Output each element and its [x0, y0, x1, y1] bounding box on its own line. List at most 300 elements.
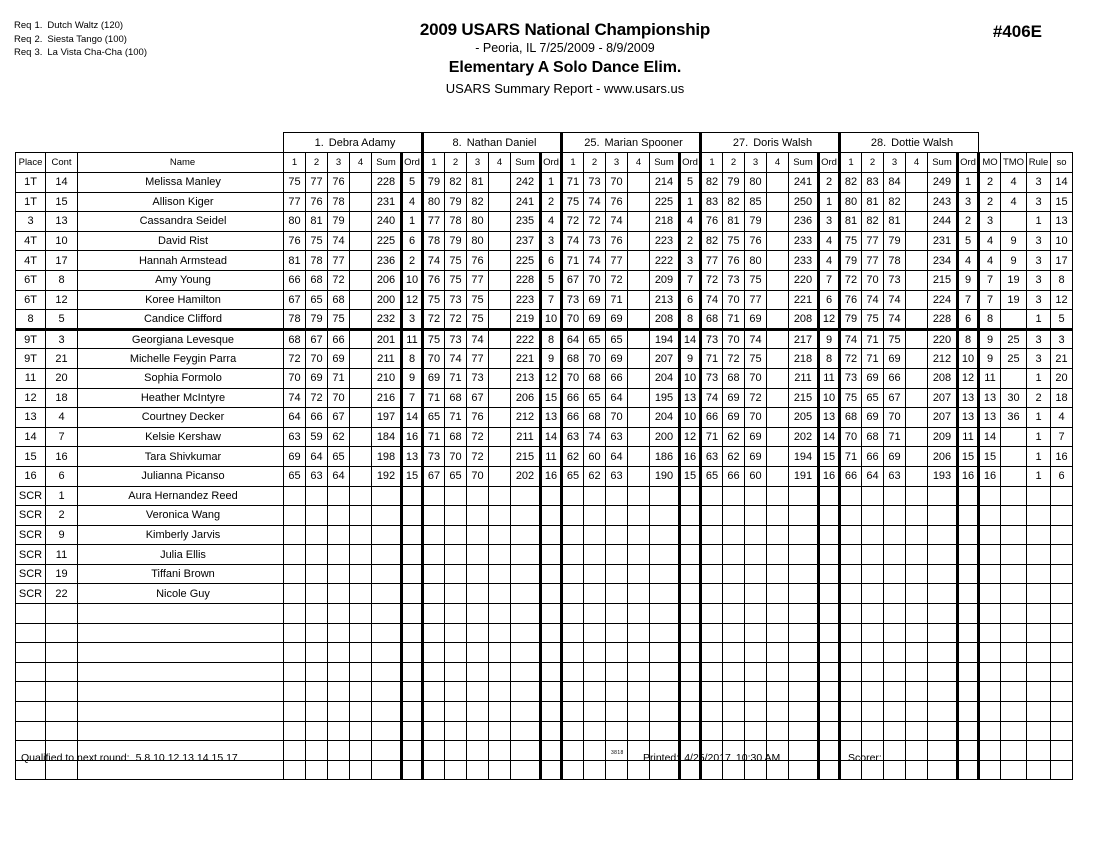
cell-j5-sum: 234	[928, 251, 958, 271]
cell-blank	[584, 682, 606, 702]
cell-blank	[46, 682, 78, 702]
cell-j2-sum: 206	[511, 388, 541, 408]
cell-j5-score-3	[884, 506, 906, 526]
cell-blank	[489, 623, 511, 643]
cell-cont: 7	[46, 427, 78, 447]
cell-j3-score-1: 62	[562, 447, 584, 467]
cell-j5-score-2: 64	[862, 466, 884, 486]
cell-j5-sum	[928, 506, 958, 526]
cell-blank	[979, 643, 1001, 663]
cell-blank	[445, 721, 467, 741]
cell-skater-name: Michelle Feygin Parra	[78, 349, 284, 369]
table-row-blank	[16, 682, 1073, 702]
cell-blank	[541, 604, 562, 624]
cell-blank	[1001, 662, 1027, 682]
cell-blank	[78, 721, 284, 741]
cell-j4-score-2: 76	[723, 251, 745, 271]
cell-place: SCR	[16, 584, 46, 604]
cell-so: 20	[1051, 368, 1073, 388]
cell-j1-score-2: 65	[306, 290, 328, 310]
cell-j1-score-1: 66	[284, 270, 306, 290]
cell-blank	[562, 721, 584, 741]
cell-blank	[489, 643, 511, 663]
cell-j4-ord: 4	[819, 251, 840, 271]
cell-blank	[680, 643, 701, 663]
cell-j3-score-3: 77	[606, 251, 628, 271]
cell-j1-score-3: 71	[328, 368, 350, 388]
cell-mo: 3	[979, 212, 1001, 232]
cell-j1-sum	[372, 564, 402, 584]
cell-j2-score-2	[445, 584, 467, 604]
cell-j1-score-2: 72	[306, 388, 328, 408]
cell-j3-score-4	[628, 506, 650, 526]
cell-j2-score-3	[467, 545, 489, 565]
cell-j2-score-4	[489, 525, 511, 545]
cell-j4-score-1: 77	[701, 251, 723, 271]
cell-j4-score-3: 60	[745, 466, 767, 486]
cell-blank	[906, 604, 928, 624]
cell-cont: 17	[46, 251, 78, 271]
cell-tmo	[1001, 212, 1027, 232]
cell-j4-score-3: 75	[745, 349, 767, 369]
cell-rule: 1	[1027, 408, 1051, 428]
cell-j1-score-1: 70	[284, 368, 306, 388]
cell-so: 21	[1051, 349, 1073, 369]
cell-j3-score-1: 72	[562, 212, 584, 232]
cell-j4-score-1	[701, 506, 723, 526]
cell-j1-score-2: 64	[306, 447, 328, 467]
cell-j1-score-1: 80	[284, 212, 306, 232]
cell-j4-score-1: 82	[701, 173, 723, 193]
cell-blank	[745, 721, 767, 741]
cell-j1-score-1: 74	[284, 388, 306, 408]
cell-blank	[46, 643, 78, 663]
cell-j5-score-2: 69	[862, 368, 884, 388]
col-header-j4-2: 2	[723, 153, 745, 173]
cell-tmo	[1001, 584, 1027, 604]
cell-j1-score-1: 67	[284, 290, 306, 310]
col-header-j3-sum: Sum	[650, 153, 680, 173]
cell-j1-score-4	[350, 447, 372, 467]
cell-skater-name: David Rist	[78, 231, 284, 251]
cell-blank	[650, 721, 680, 741]
cell-blank	[680, 702, 701, 722]
cell-j1-ord: 12	[402, 290, 423, 310]
cell-j5-ord: 13	[958, 408, 979, 428]
cell-cont: 15	[46, 192, 78, 212]
cell-j3-score-2: 70	[584, 349, 606, 369]
cell-blank	[1027, 643, 1051, 663]
cell-j2-sum: 222	[511, 329, 541, 349]
cell-blank	[767, 682, 789, 702]
cell-j4-sum: 233	[789, 251, 819, 271]
cell-j5-score-4	[906, 486, 928, 506]
cell-place: 4T	[16, 251, 46, 271]
title-block	[0, 20, 1100, 99]
cell-j3-ord: 3	[680, 251, 701, 271]
col-header-mo: MO	[979, 153, 1001, 173]
cell-j1-score-1: 65	[284, 466, 306, 486]
cell-j1-score-1: 81	[284, 251, 306, 271]
cell-j1-score-4	[350, 251, 372, 271]
cell-j2-score-1	[423, 486, 445, 506]
cell-place: 6T	[16, 270, 46, 290]
cell-mo	[979, 584, 1001, 604]
cell-j5-sum: 243	[928, 192, 958, 212]
cell-j1-ord: 10	[402, 270, 423, 290]
cell-j2-score-1: 77	[423, 212, 445, 232]
cell-j2-score-2: 75	[445, 251, 467, 271]
cell-j5-ord: 9	[958, 270, 979, 290]
cell-so	[1051, 486, 1073, 506]
col-header-j3-4: 4	[628, 153, 650, 173]
cell-j2-score-1	[423, 545, 445, 565]
cell-blank	[745, 702, 767, 722]
cell-skater-name: Aura Hernandez Reed	[78, 486, 284, 506]
cell-mo: 7	[979, 270, 1001, 290]
cell-j3-score-2: 74	[584, 427, 606, 447]
cell-j5-ord	[958, 564, 979, 584]
cell-mo: 13	[979, 408, 1001, 428]
cell-j4-sum: 236	[789, 212, 819, 232]
cell-j1-sum: 211	[372, 349, 402, 369]
table-row	[16, 388, 1073, 408]
cell-cont: 12	[46, 290, 78, 310]
cell-skater-name: Kelsie Kershaw	[78, 427, 284, 447]
cell-j3-score-3: 65	[606, 329, 628, 349]
cell-j3-ord: 7	[680, 270, 701, 290]
cell-mo	[979, 506, 1001, 526]
cell-j3-ord	[680, 584, 701, 604]
cell-j1-ord	[402, 486, 423, 506]
cell-mo: 8	[979, 310, 1001, 330]
cell-j4-score-1: 83	[701, 192, 723, 212]
cell-cont: 4	[46, 408, 78, 428]
cell-j2-sum: 219	[511, 310, 541, 330]
cell-j4-score-4	[767, 427, 789, 447]
cell-blank	[562, 682, 584, 702]
cell-j4-score-4	[767, 506, 789, 526]
cell-cont: 11	[46, 545, 78, 565]
cell-blank	[680, 604, 701, 624]
cell-j5-score-2: 71	[862, 349, 884, 369]
cell-j1-score-3	[328, 486, 350, 506]
cell-j3-score-3	[606, 584, 628, 604]
cell-j4-ord: 13	[819, 408, 840, 428]
cell-j1-ord: 7	[402, 388, 423, 408]
cell-j5-score-3	[884, 486, 906, 506]
cell-blank	[402, 721, 423, 741]
cell-j3-score-3: 69	[606, 310, 628, 330]
cell-blank	[16, 623, 46, 643]
cell-j2-ord	[541, 564, 562, 584]
cell-j2-score-4	[489, 329, 511, 349]
cell-j3-sum: 207	[650, 349, 680, 369]
cell-j2-score-2: 73	[445, 329, 467, 349]
col-header-j4-4: 4	[767, 153, 789, 173]
col-header-j2-3: 3	[467, 153, 489, 173]
cell-blank	[423, 682, 445, 702]
table-row	[16, 466, 1073, 486]
cell-j2-score-3	[467, 486, 489, 506]
requirement-number: 1.	[34, 20, 43, 31]
cell-j3-score-2: 74	[584, 192, 606, 212]
cell-j2-score-2: 78	[445, 212, 467, 232]
cell-j1-score-3: 75	[328, 310, 350, 330]
table-row	[16, 506, 1073, 526]
cell-blank	[78, 702, 284, 722]
cell-j2-score-3: 80	[467, 231, 489, 251]
cell-so: 10	[1051, 231, 1073, 251]
cell-j4-ord: 11	[819, 368, 840, 388]
cell-j5-score-3: 78	[884, 251, 906, 271]
cell-j2-score-2: 71	[445, 408, 467, 428]
cell-j2-ord: 7	[541, 290, 562, 310]
cell-j2-ord: 9	[541, 349, 562, 369]
cell-j3-sum: 204	[650, 368, 680, 388]
cell-j5-score-3: 71	[884, 427, 906, 447]
cell-j3-score-1: 70	[562, 310, 584, 330]
cell-j1-score-4	[350, 270, 372, 290]
cell-blank	[372, 604, 402, 624]
cell-blank	[840, 682, 862, 702]
cell-j4-score-1: 65	[701, 466, 723, 486]
cell-blank	[701, 682, 723, 702]
cell-j1-score-1: 63	[284, 427, 306, 447]
cell-j1-score-3: 70	[328, 388, 350, 408]
cell-j2-sum	[511, 584, 541, 604]
cell-blank	[328, 643, 350, 663]
cell-j2-sum: 202	[511, 466, 541, 486]
cell-mo	[979, 564, 1001, 584]
cell-j4-score-3: 79	[745, 212, 767, 232]
cell-j3-score-4	[628, 290, 650, 310]
cell-j1-ord: 14	[402, 408, 423, 428]
cell-j1-score-2	[306, 486, 328, 506]
cell-j3-ord: 13	[680, 388, 701, 408]
cell-so: 15	[1051, 192, 1073, 212]
cell-j4-score-1: 71	[701, 427, 723, 447]
cell-j2-ord	[541, 525, 562, 545]
requirement-number: 3.	[34, 47, 43, 58]
cell-blank	[16, 643, 46, 663]
cell-tmo: 25	[1001, 329, 1027, 349]
table-row	[16, 290, 1073, 310]
cell-blank	[680, 662, 701, 682]
cell-j4-score-2: 79	[723, 173, 745, 193]
cell-blank	[701, 604, 723, 624]
cell-place: 12	[16, 388, 46, 408]
cell-j3-score-2: 68	[584, 368, 606, 388]
cell-blank	[906, 682, 928, 702]
cell-j3-ord	[680, 525, 701, 545]
cell-j4-sum: 221	[789, 290, 819, 310]
col-header-j3-ord: Ord	[680, 153, 701, 173]
cell-blank	[680, 721, 701, 741]
cell-j1-score-1	[284, 584, 306, 604]
cell-j3-score-1	[562, 584, 584, 604]
cell-j3-score-1: 66	[562, 388, 584, 408]
col-header-j2-4: 4	[489, 153, 511, 173]
cell-j4-score-4	[767, 212, 789, 232]
cell-blank	[511, 721, 541, 741]
cell-j4-ord: 2	[819, 173, 840, 193]
col-header-j1-sum: Sum	[372, 153, 402, 173]
cell-blank	[328, 702, 350, 722]
cell-blank	[16, 682, 46, 702]
cell-j5-sum: 208	[928, 368, 958, 388]
cell-j5-score-4	[906, 388, 928, 408]
cell-j4-score-2: 82	[723, 192, 745, 212]
table-row-blank	[16, 662, 1073, 682]
cell-j1-score-4	[350, 506, 372, 526]
cell-rule: 2	[1027, 388, 1051, 408]
cell-j1-score-3: 79	[328, 212, 350, 232]
cell-skater-name: Kimberly Jarvis	[78, 525, 284, 545]
cell-blank	[840, 623, 862, 643]
cell-j5-sum: 209	[928, 427, 958, 447]
cell-j3-ord: 12	[680, 427, 701, 447]
cell-j3-sum	[650, 506, 680, 526]
cell-blank	[328, 623, 350, 643]
cell-blank	[628, 702, 650, 722]
cell-j4-ord: 15	[819, 447, 840, 467]
cell-j4-sum	[789, 584, 819, 604]
cell-j2-score-4	[489, 408, 511, 428]
cell-blank	[78, 662, 284, 682]
cell-j3-score-2	[584, 486, 606, 506]
cell-j2-score-3: 73	[467, 368, 489, 388]
cell-j2-score-2: 82	[445, 173, 467, 193]
cell-j2-score-4	[489, 564, 511, 584]
report-code: 3818	[611, 750, 624, 756]
cell-j4-sum: 202	[789, 427, 819, 447]
cell-j4-score-4	[767, 329, 789, 349]
cell-j4-score-2	[723, 584, 745, 604]
cell-j1-score-2: 70	[306, 349, 328, 369]
cell-j2-ord: 10	[541, 310, 562, 330]
cell-j3-ord: 6	[680, 290, 701, 310]
cell-blank	[884, 662, 906, 682]
cell-j5-score-4	[906, 564, 928, 584]
cell-tmo: 19	[1001, 270, 1027, 290]
cell-rule: 1	[1027, 427, 1051, 447]
cell-j2-score-4	[489, 545, 511, 565]
cell-cont: 3	[46, 329, 78, 349]
cell-j1-ord: 5	[402, 173, 423, 193]
cell-j3-score-1: 74	[562, 231, 584, 251]
cell-blank	[958, 623, 979, 643]
cell-j2-score-2	[445, 564, 467, 584]
cell-tmo	[1001, 310, 1027, 330]
cell-j4-sum: 194	[789, 447, 819, 467]
cell-blank	[562, 643, 584, 663]
cell-j4-score-3: 85	[745, 192, 767, 212]
cell-j4-score-3: 69	[745, 447, 767, 467]
cell-blank	[511, 643, 541, 663]
cell-blank	[46, 702, 78, 722]
cell-j2-sum	[511, 486, 541, 506]
cell-blank	[862, 643, 884, 663]
cell-j2-score-4	[489, 310, 511, 330]
cell-j2-score-3: 81	[467, 173, 489, 193]
cell-rule: 1	[1027, 466, 1051, 486]
cell-j1-score-2: 79	[306, 310, 328, 330]
cell-j4-score-3: 74	[745, 329, 767, 349]
cell-blank	[958, 721, 979, 741]
cell-tmo: 4	[1001, 192, 1027, 212]
cell-j3-sum: 223	[650, 231, 680, 251]
cell-j2-score-2: 68	[445, 388, 467, 408]
col-header-j4-ord: Ord	[819, 153, 840, 173]
document-footer	[0, 748, 1100, 770]
judge-name: Dottie Walsh	[891, 136, 954, 149]
cell-so	[1051, 525, 1073, 545]
cell-place: SCR	[16, 486, 46, 506]
cell-j4-score-1	[701, 584, 723, 604]
cell-j4-score-4	[767, 251, 789, 271]
cell-j3-ord: 14	[680, 329, 701, 349]
cell-j1-score-4	[350, 486, 372, 506]
cell-j5-sum: 224	[928, 290, 958, 310]
cell-j3-score-4	[628, 329, 650, 349]
cell-mo: 9	[979, 349, 1001, 369]
cell-j4-score-2	[723, 545, 745, 565]
cell-blank	[628, 643, 650, 663]
cell-j5-score-1: 72	[840, 270, 862, 290]
cell-j1-score-4	[350, 192, 372, 212]
table-row	[16, 564, 1073, 584]
cell-skater-name: Cassandra Seidel	[78, 212, 284, 232]
cell-j5-score-2	[862, 584, 884, 604]
cell-j3-score-4	[628, 408, 650, 428]
cell-j4-score-4	[767, 349, 789, 369]
cell-blank	[584, 604, 606, 624]
cell-j2-sum: 212	[511, 408, 541, 428]
cell-blank	[884, 623, 906, 643]
cell-j3-sum: 190	[650, 466, 680, 486]
col-header-name: Name	[78, 153, 284, 173]
cell-blank	[1027, 702, 1051, 722]
cell-j4-score-1	[701, 564, 723, 584]
cell-j1-ord: 13	[402, 447, 423, 467]
cell-j1-score-2: 63	[306, 466, 328, 486]
cell-j3-sum	[650, 486, 680, 506]
cell-j3-score-2: 65	[584, 388, 606, 408]
cell-blank	[562, 702, 584, 722]
cell-so: 18	[1051, 388, 1073, 408]
cell-blank	[840, 721, 862, 741]
cell-j2-ord: 6	[541, 251, 562, 271]
cell-cont: 6	[46, 466, 78, 486]
cell-j2-score-3: 77	[467, 349, 489, 369]
cell-j3-score-3: 74	[606, 212, 628, 232]
cell-j3-score-2: 70	[584, 270, 606, 290]
cell-j1-score-2	[306, 506, 328, 526]
judge-number: 8.	[452, 136, 462, 149]
cell-j1-ord	[402, 564, 423, 584]
col-header-j5-ord: Ord	[958, 153, 979, 173]
cell-mo: 9	[979, 329, 1001, 349]
cell-j3-score-1: 63	[562, 427, 584, 447]
cell-blank	[701, 721, 723, 741]
cell-blank	[928, 702, 958, 722]
cell-blank	[767, 604, 789, 624]
cell-blank	[745, 662, 767, 682]
cell-j3-score-2: 74	[584, 251, 606, 271]
cell-blank	[789, 643, 819, 663]
cell-j4-score-2: 70	[723, 329, 745, 349]
